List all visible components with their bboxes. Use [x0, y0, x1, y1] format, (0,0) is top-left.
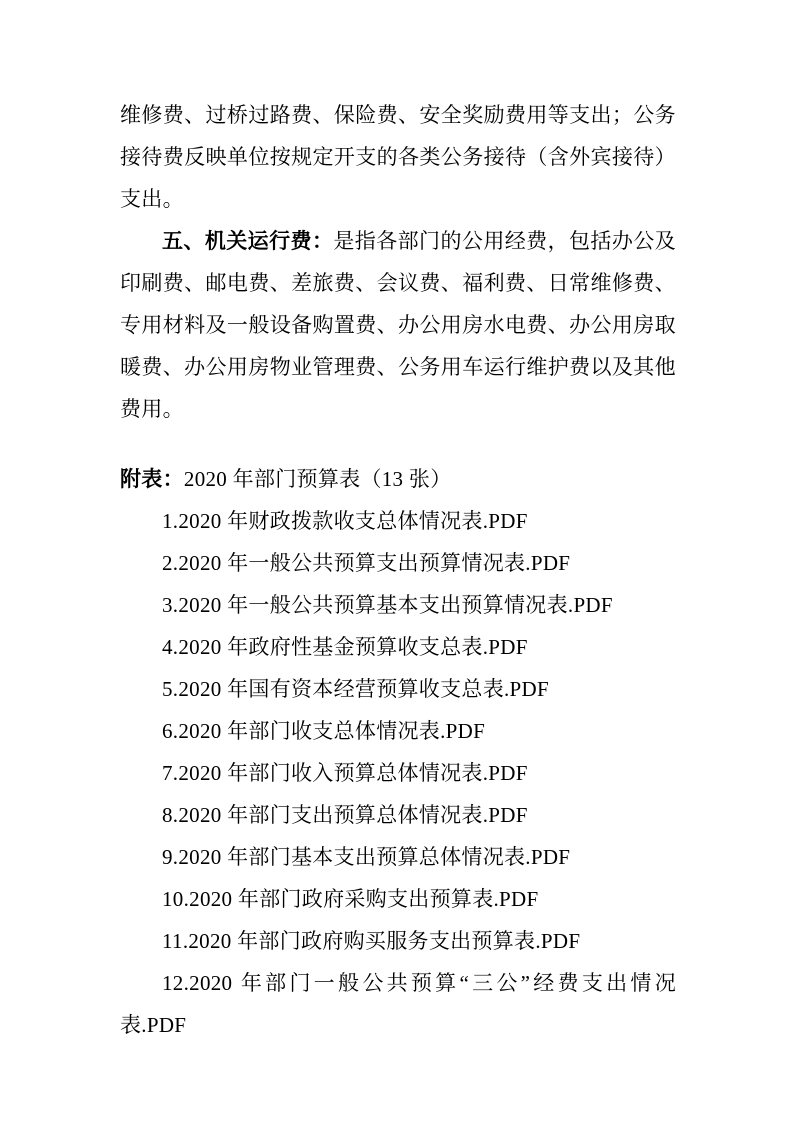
attachment-item: 7.2020 年部门收入预算总体情况表.PDF: [162, 761, 528, 785]
attachment-item: 3.2020 年一般公共预算基本支出预算情况表.PDF: [162, 593, 613, 617]
attachment-item: 9.2020 年部门基本支出预算总体情况表.PDF: [162, 845, 571, 869]
section-five-body: 是指各部门的公用经费，包括办公及印刷费、邮电费、差旅费、会议费、福利费、日常维修费、专用材料及一般设备购置费、办公用房水电费、办公用房取暖费、办公用房物业管理费、公务用车运行维护费以及其他费用。: [120, 229, 676, 421]
attachment-item: 12.2020 年部门一般公共预算“三公”经费支出情况表.PDF: [120, 971, 676, 1037]
attachments-header: [120, 458, 676, 500]
attachments-title: 2020 年部门预算表（13 张）: [183, 467, 452, 491]
attachment-item: 10.2020 年部门政府采购支出预算表.PDF: [162, 887, 539, 911]
attachment-item: 5.2020 年国有资本经营预算收支总表.PDF: [162, 677, 549, 701]
attachment-item: 6.2020 年部门收支总体情况表.PDF: [162, 719, 486, 743]
paragraph-section-five: [120, 220, 676, 430]
attachment-item: 8.2020 年部门支出预算总体情况表.PDF: [162, 803, 528, 827]
attachment-item: 11.2020 年部门政府购买服务支出预算表.PDF: [162, 929, 581, 953]
attachment-item: 1.2020 年财政拨款收支总体情况表.PDF: [162, 509, 528, 533]
attachments-label: 附表：: [120, 467, 184, 491]
attachment-item: 4.2020 年政府性基金预算收支总表.PDF: [162, 635, 528, 659]
attachment-item: 2.2020 年一般公共预算支出预算情况表.PDF: [162, 551, 571, 575]
paragraph-continuation: 维修费、过桥过路费、保险费、安全奖励费用等支出；公务接待费反映单位按规定开支的各类公务接待（含外宾接待）支出。: [120, 103, 676, 211]
section-five-heading: 五、机关运行费：: [162, 229, 334, 253]
